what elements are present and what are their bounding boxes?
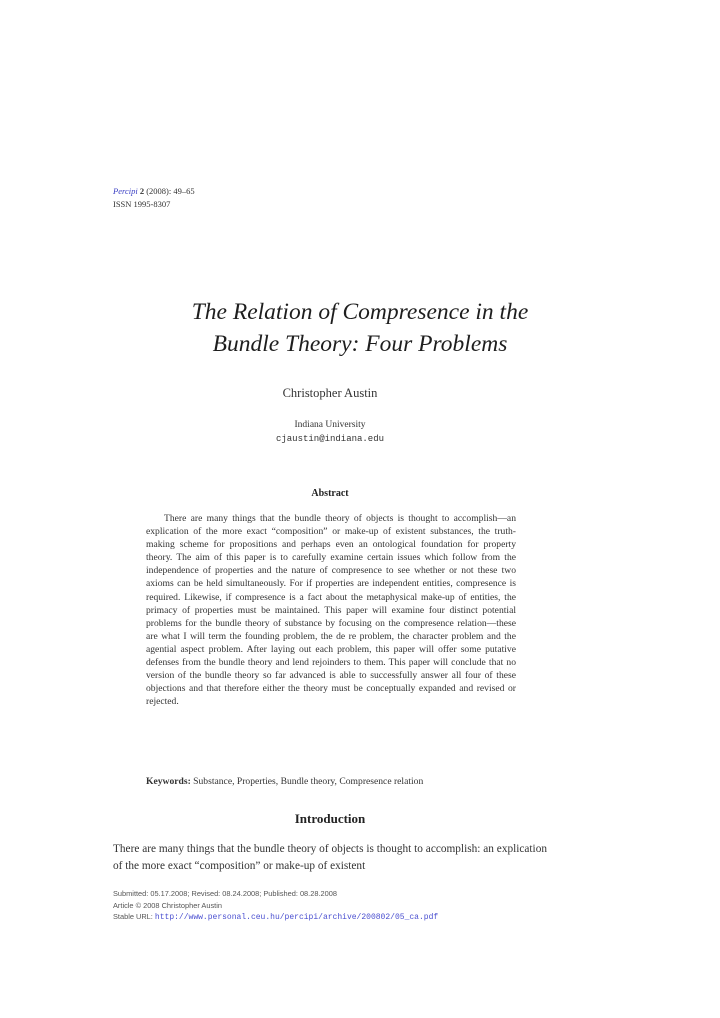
journal-year-pages: (2008): 49–65 bbox=[146, 186, 195, 196]
copyright-notice: Article © 2008 Christopher Austin bbox=[113, 900, 222, 910]
abstract-text: There are many things that the bundle theory of objects is thought to accomplish—an explication of the more exact “composition” or make-up of existent substances, the truth-making scheme for propositions and perhaps even an ontological foundation for property theory. The aim of this paper is to carefully examine certain issues which follow from the independence of properties and the nature of compresence to see whether or not these two axioms can be held simultaneously. For if properties are independent entities, compresence is required. Likewise, if compresence is a fact about the metaphysical make-up of entities, the primacy of properties must be maintained. This paper will examine four distinct potential problems for the bundle theory of substance by focusing on the compresence relation—these are what I will term the founding problem, the de re problem, the character problem and the agential aspect problem. After laying out each problem, this paper will offer some putative defenses from the bundle theory and lend rejoinders to them. This paper will conclude that no version of the bundle theory so far advanced is able to successfully answer all four of these objections and that therefore either the theory must be conceptually expanded and revised or rejected. bbox=[146, 513, 516, 708]
keywords-label: Keywords: bbox=[146, 776, 191, 787]
author-affiliation bbox=[0, 418, 660, 446]
title-line-2: Bundle Theory: Four Problems bbox=[212, 331, 508, 357]
institution: Indiana University bbox=[294, 420, 366, 430]
journal-name: Percipi bbox=[113, 186, 138, 196]
stable-url-link[interactable]: http://www.personal.ceu.hu/percipi/archive/200802/05_ca.pdf bbox=[154, 913, 439, 923]
keywords bbox=[146, 776, 526, 787]
journal-info bbox=[113, 185, 195, 211]
author-name: Christopher Austin bbox=[282, 386, 378, 400]
journal-volume: 2 bbox=[139, 186, 145, 196]
author-email[interactable]: cjaustin@indiana.edu bbox=[275, 434, 385, 444]
paper-title bbox=[100, 296, 620, 360]
publication-dates: Submitted: 05.17.2008; Revised: 08.24.2008; Published: 08.28.2008 bbox=[113, 889, 337, 898]
keywords-values: Substance, Properties, Bundle theory, Compresence relation bbox=[193, 776, 424, 787]
introduction-text: There are many things that the bundle theory of objects is thought to accomplish: an explication of the more exact “composition” or make-up of existent bbox=[113, 843, 547, 872]
issn: ISSN 1995-8307 bbox=[113, 199, 171, 209]
stable-url-label: Stable URL: bbox=[113, 912, 153, 922]
citation-line bbox=[113, 185, 195, 198]
footer bbox=[113, 888, 438, 924]
title-line-1: The Relation of Compresence in the bbox=[191, 299, 529, 325]
introduction-heading: Introduction bbox=[294, 811, 366, 826]
abstract-heading: Abstract bbox=[311, 488, 349, 499]
stable-url-line bbox=[113, 911, 438, 924]
